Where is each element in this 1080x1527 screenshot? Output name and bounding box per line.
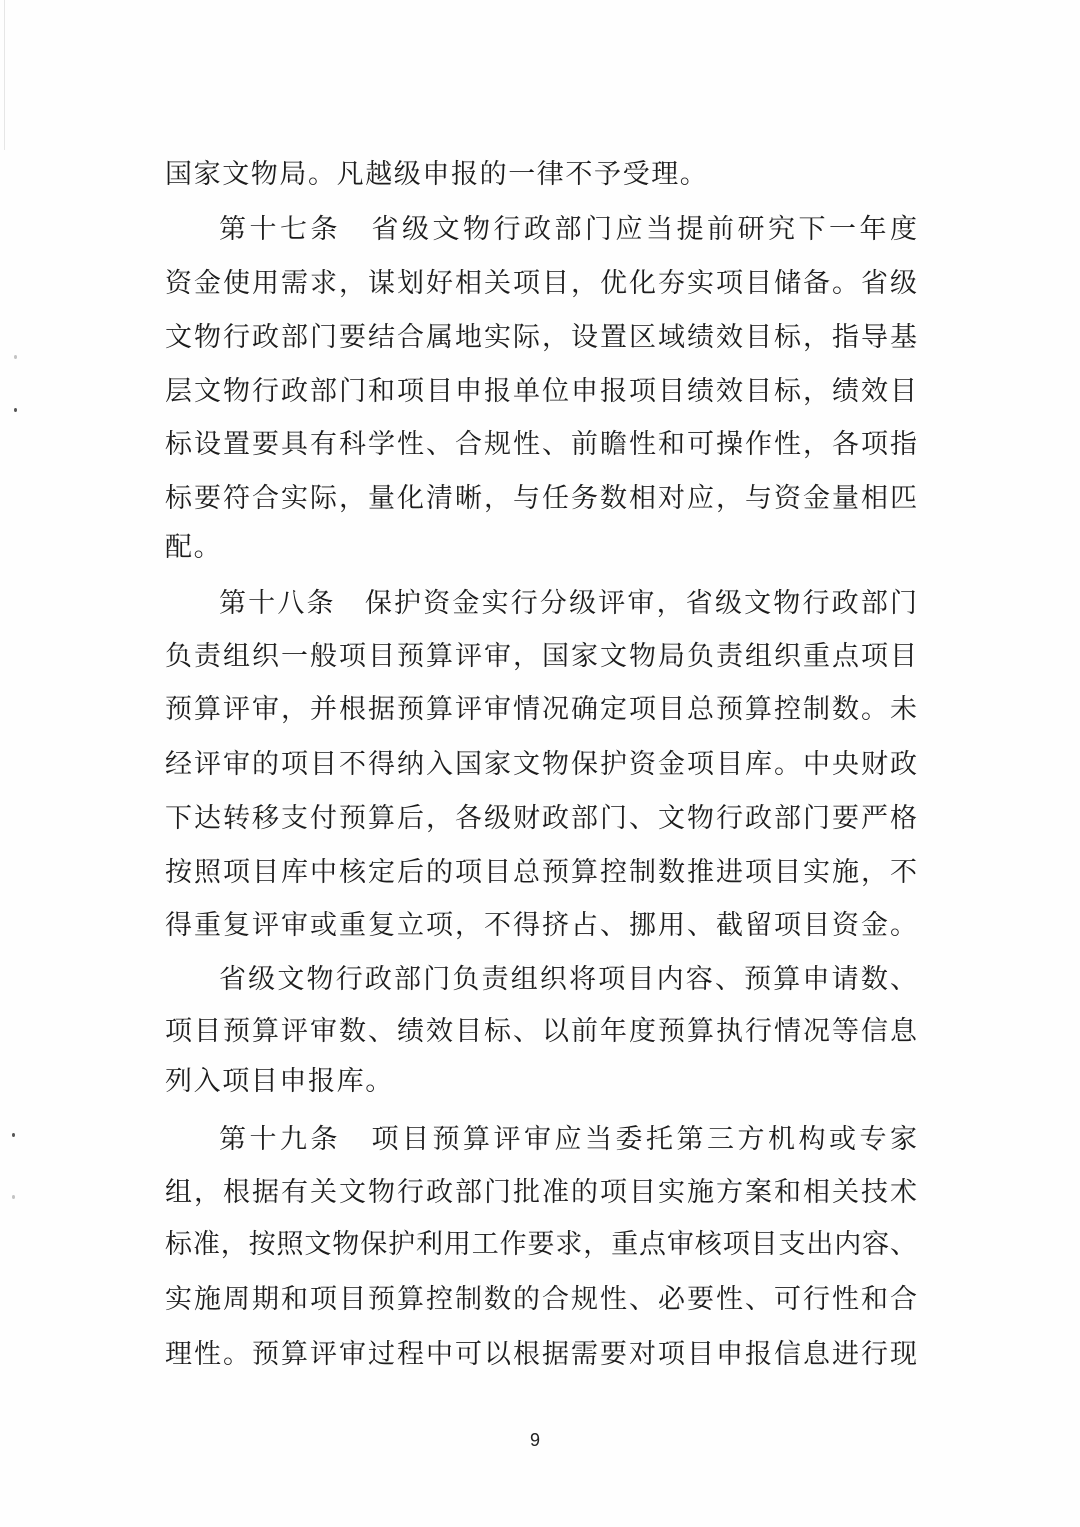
scan-edge-shadow <box>4 0 5 150</box>
text-line: 文物行政部门要结合属地实际，设置区域绩效目标，指导基 <box>165 322 917 353</box>
text-line: 标准，按照文物保护利用工作要求，重点审核项目支出内容、 <box>165 1229 917 1260</box>
scan-speck <box>12 1195 15 1199</box>
text-line: 第十八条 保护资金实行分级评审，省级文物行政部门 <box>219 588 917 619</box>
text-line: 第十七条 省级文物行政部门应当提前研究下一年度 <box>219 214 917 245</box>
text-line: 预算评审，并根据预算评审情况确定项目总预算控制数。未 <box>165 694 917 725</box>
text-line: 实施周期和项目预算控制数的合规性、必要性、可行性和合 <box>165 1284 917 1315</box>
text-line: 项目预算评审数、绩效目标、以前年度预算执行情况等信息 <box>165 1016 917 1047</box>
text-line: 层文物行政部门和项目申报单位申报项目绩效目标，绩效目 <box>165 376 917 407</box>
text-line: 组，根据有关文物行政部门批准的项目实施方案和相关技术 <box>165 1177 917 1208</box>
text-line: 经评审的项目不得纳入国家文物保护资金项目库。中央财政 <box>165 749 917 780</box>
text-line: 按照项目库中核定后的项目总预算控制数推进项目实施，不 <box>165 857 917 888</box>
text-line: 国家文物局。凡越级申报的一律不予受理。 <box>165 159 709 190</box>
text-line: 省级文物行政部门负责组织将项目内容、预算申请数、 <box>219 964 917 995</box>
text-line: 理性。预算评审过程中可以根据需要对项目申报信息进行现 <box>165 1339 917 1370</box>
text-line: 第十九条 项目预算评审应当委托第三方机构或专家 <box>219 1124 917 1155</box>
page-number: 9 <box>529 1430 540 1450</box>
text-line: 负责组织一般项目预算评审，国家文物局负责组织重点项目 <box>165 641 917 672</box>
scan-speck <box>14 355 17 359</box>
text-line: 标设置要具有科学性、合规性、前瞻性和可操作性，各项指 <box>165 429 917 460</box>
text-line: 下达转移支付预算后，各级财政部门、文物行政部门要严格 <box>165 803 917 834</box>
text-line: 配。 <box>165 532 223 563</box>
scan-speck <box>14 408 17 412</box>
text-line: 列入项目申报库。 <box>165 1066 394 1097</box>
scan-speck <box>12 1133 15 1137</box>
text-line: 资金使用需求，谋划好相关项目，优化夯实项目储备。省级 <box>165 268 917 299</box>
text-line: 标要符合实际，量化清晰，与任务数相对应，与资金量相匹 <box>165 483 917 514</box>
text-line: 得重复评审或重复立项，不得挤占、挪用、截留项目资金。 <box>165 910 917 941</box>
